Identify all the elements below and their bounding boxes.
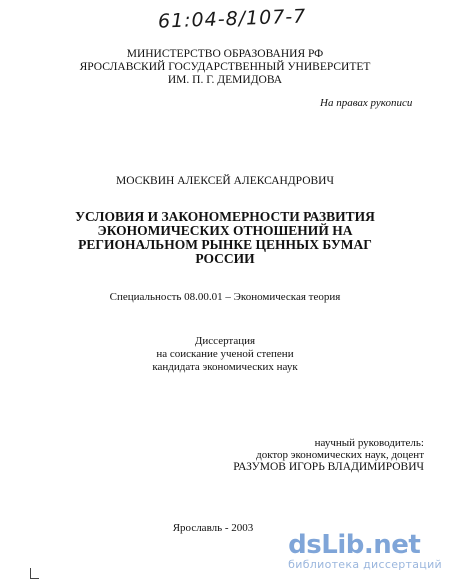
- supervisor-label: научный руководитель:: [314, 437, 424, 449]
- dslib-subtitle: библиотека диссертаций: [288, 558, 442, 571]
- dslib-watermark[interactable]: [288, 532, 442, 571]
- scan-corner-mark: [30, 568, 39, 579]
- degree-statement: [0, 335, 450, 374]
- handwritten-archive-code: 61:04-8/107-7: [157, 5, 307, 33]
- supervisor-block: [0, 437, 424, 473]
- author-name: МОСКВИН АЛЕКСЕЙ АЛЕКСАНДРОВИЧ: [116, 175, 334, 187]
- supervisor-degree: доктор экономических наук, доцент: [256, 449, 424, 461]
- degree-line-1: Диссертация: [194, 335, 256, 347]
- place-and-year: Ярославль - 2003: [172, 522, 254, 534]
- university-name-line: ИМ. П. Г. ДЕМИДОВА: [167, 74, 283, 86]
- degree-line-3: кандидата экономических наук: [152, 361, 298, 373]
- dissertation-title: [0, 210, 450, 266]
- specialty-line: Специальность 08.00.01 – Экономическая теория: [109, 291, 341, 303]
- institution-header: [0, 48, 450, 87]
- title-line-1: УСЛОВИЯ И ЗАКОНОМЕРНОСТИ РАЗВИТИЯ: [75, 209, 375, 224]
- degree-line-2: на соискание ученой степени: [156, 348, 294, 360]
- ministry-line: МИНИСТЕРСТВО ОБРАЗОВАНИЯ РФ: [126, 48, 324, 60]
- title-line-3: РЕГИОНАЛЬНОМ РЫНКЕ ЦЕННЫХ БУМАГ: [78, 237, 372, 252]
- manuscript-rights-note: На правах рукописи: [320, 97, 413, 109]
- university-line: ЯРОСЛАВСКИЙ ГОСУДАРСТВЕННЫЙ УНИВЕРСИТЕТ: [79, 61, 371, 73]
- supervisor-name: РАЗУМОВ ИГОРЬ ВЛАДИМИРОВИЧ: [233, 461, 424, 473]
- title-line-4: РОССИИ: [195, 251, 255, 266]
- dslib-logo[interactable]: dsLib.net: [288, 530, 421, 560]
- title-line-2: ЭКОНОМИЧЕСКИХ ОТНОШЕНИЙ НА: [97, 223, 353, 238]
